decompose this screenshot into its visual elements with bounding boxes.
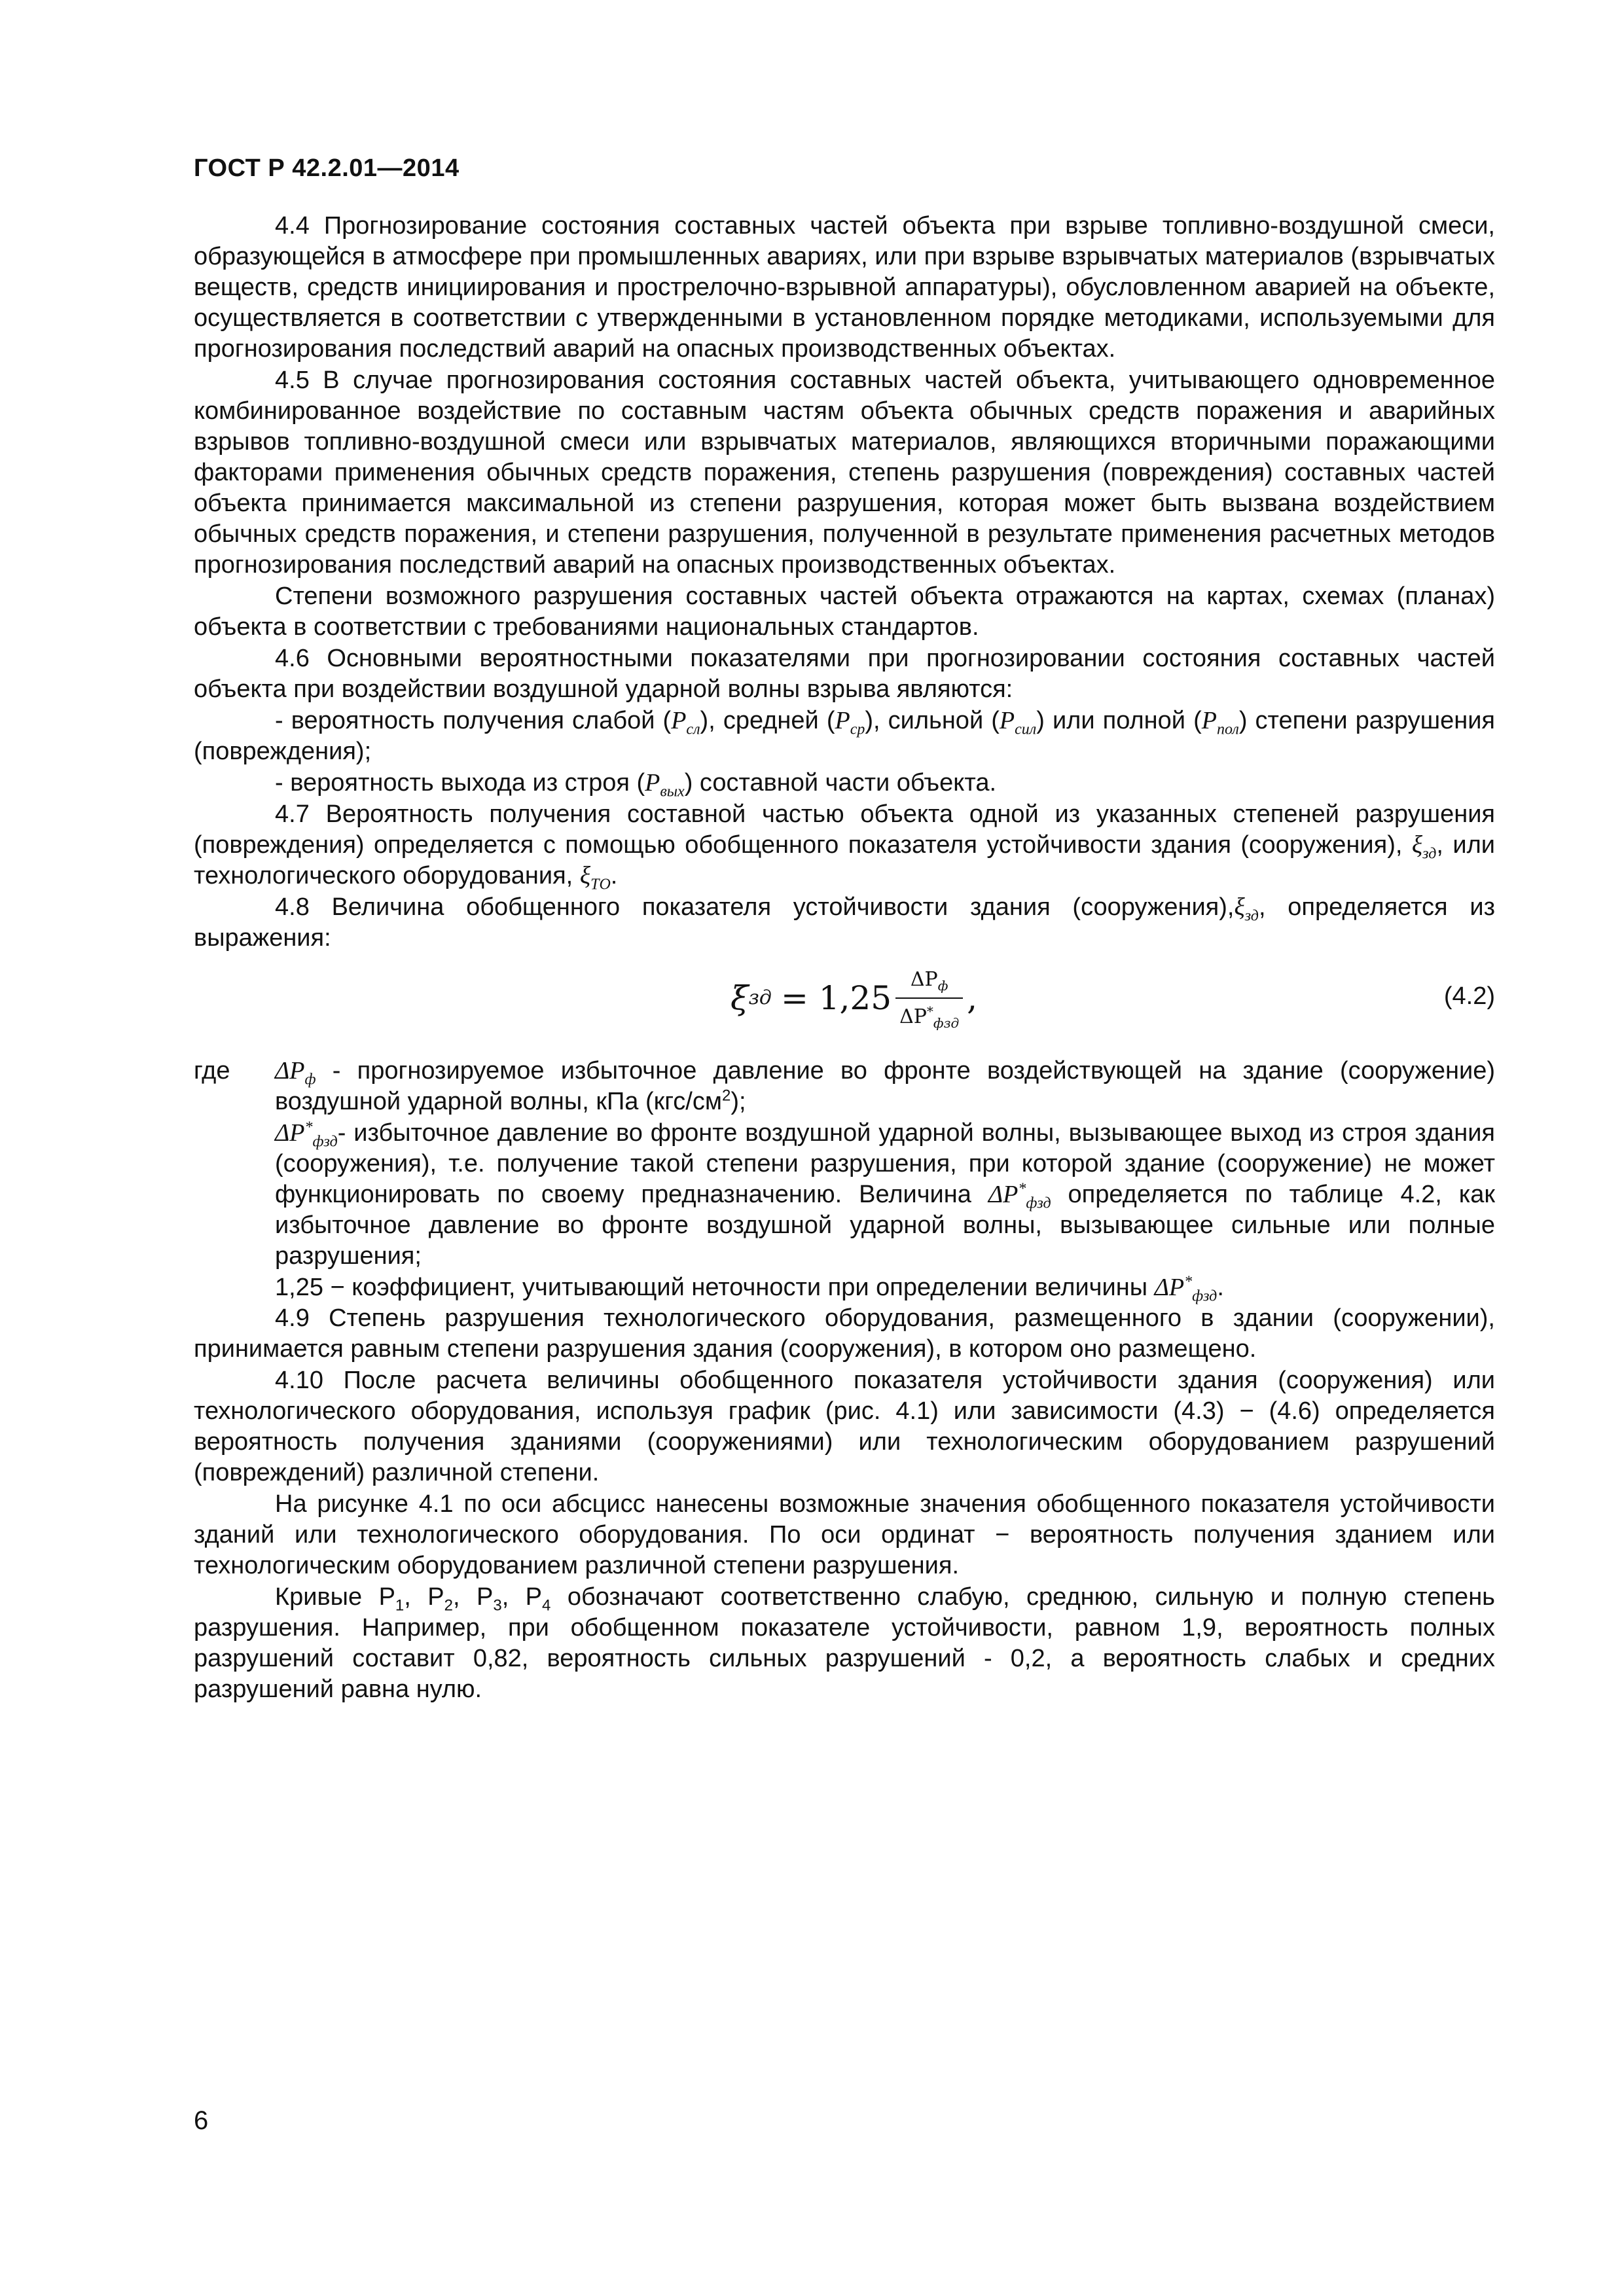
paragraph-4-10-curves: Кривые $Р_1$, $Р_2$, $Р_3$, $Р_4$ обозначают соответственно слабую, среднюю, сильную и полную степень разрушения. Например, при обобщенном показателе устойчивости, равном 1,9, вероятность полных разрушений составит 0,82, вероятность сильных разрушений - 0,2, а вероятность слабых и средних разрушений равна нулю. (194, 1583, 1495, 1703)
paragraph-4-4: 4.4 Прогнозирование состояния составных частей объекта при взрыве топливно-воздушной смеси, образующейся в атмосфере при промышленных авариях, или при взрыве взрывчатых материалов (взрывчатых веществ, средств инициирования и прострелочно-взрывной аппаратуры), обусловленном аварией на объекте, осуществляется в соответствии с утвержденными в установленном порядке методиками, используемыми для прогнозирования последствий аварий на опасных производственных объектах. (194, 212, 1495, 363)
formula-expression: ξ зд = 1,25 $\frac{\Delta P_ф}{\Delta P^*_{фзд}}$ , (731, 964, 977, 1032)
definition-delta-p-failure: $\Delta P^*_{фзд}-$ избыточное давление во фронте воздушной ударной волны, вызывающее выход из строя здания (сооружения), т.е. получение такой степени разрушения, при которой здание (сооружение) не может функционировать по своему предназначению. Величина $\Delta P^*_{фзд}$ определяется по таблице 4.2, как избыточное давление во фронте воздушной ударной волны, вызывающее сильные или полные разрушения; (275, 1119, 1495, 1270)
paragraph-4-7: 4.7 Вероятность получения составной частью объекта одной из указанных степеней разрушения (повреждения) определяется с помощью обобщенного показателя устойчивости здания (сооружения), $\xi_{зд}$, или технологического оборудования, $\xi_{ТО}$. (194, 800, 1495, 893)
formula-fraction: $\frac{\Delta P_ф}{\Delta P^*_{фзд}}$ (895, 964, 963, 1032)
document-header: ГОСТ Р 42.2.01—2014 (194, 154, 460, 182)
where-label: где (194, 1057, 230, 1085)
formula-4-2 (194, 959, 1495, 1050)
list-item-probability-damage: - вероятность получения слабой $(P_{сл})$, средней $(P_{ср})$, сильной $(P_{сил})$ или полной $(P_{пол})$ степени разрушения (повреждения); (194, 707, 1496, 765)
paragraph-4-10-figure: На рисунке 4.1 по оси абсцисс нанесены возможные значения обобщенного показателя устойчивости зданий или технологического оборудования. По оси ординат − вероятность получения зданием или технологическим оборудованием различной степени разрушения. (194, 1490, 1495, 1579)
definition-delta-p-front: $\Delta P_ф$ - прогнозируемое избыточное давление во фронте воздействующей на здание (сооружение) воздушной ударной волны, кПа $(кгс/см^2)$; (275, 1057, 1496, 1115)
list-item-probability-failure: - вероятность выхода из строя $(P_{вых})$ составной части объекта. (275, 769, 997, 800)
formula-definitions (194, 1056, 1495, 1303)
paragraph-4-5: 4.5 В случае прогнозирования состояния составных частей объекта, учитывающего одновременное комбинированное воздействие по составным частям объекта обычных средств поражения и аварийных взрывов топливно-воздушной смеси или взрывчатых материалов, являющихся вторичными поражающими факторами применения обычных средств поражения, степень разрушения (повреждения) составных частей объекта принимается максимальной из степени разрушения, которая может быть вызвана воздействием обычных средств поражения, и степени разрушения, полученной в результате применения расчетных методов прогнозирования последствий аварий на опасных производственных объектах. (194, 367, 1495, 579)
paragraph-4-6: 4.6 Основными вероятностными показателями при прогнозировании состояния составных частей объекта при воздействии воздушной ударной волны взрыва являются: (194, 645, 1495, 703)
formula-number: (4.2) (1443, 982, 1495, 1010)
page-number: 6 (194, 2106, 209, 2135)
document-body (194, 211, 1495, 1705)
paragraph-4-5-maps: Степени возможного разрушения составных частей объекта отражаются на картах, схемах (планах) объекта в соответствии с требованиями национальных стандартов. (194, 583, 1495, 641)
definition-coefficient: 1,25 − коэффициент, учитывающий неточности при определении величины $\Delta P^*_{фзд}$. (275, 1273, 1224, 1305)
paragraph-4-10: 4.10 После расчета величины обобщенного показателя устойчивости здания (сооружения) или технологического оборудования, используя график (рис. 4.1) или зависимости (4.3) − (4.6) определяется вероятность получения зданиями (сооружениями) или технологическим оборудованием разрушений (повреждений) различной степени. (194, 1367, 1495, 1486)
paragraph-4-8: 4.8 Величина обобщенного показателя устойчивости здания $(сооружения),\xi_{зд}$, определяется из выражения: (194, 893, 1495, 952)
paragraph-4-9: 4.9 Степень разрушения технологического оборудования, размещенного в здании (сооружении), принимается равным степени разрушения здания (сооружения), в котором оно размещено. (194, 1304, 1495, 1363)
